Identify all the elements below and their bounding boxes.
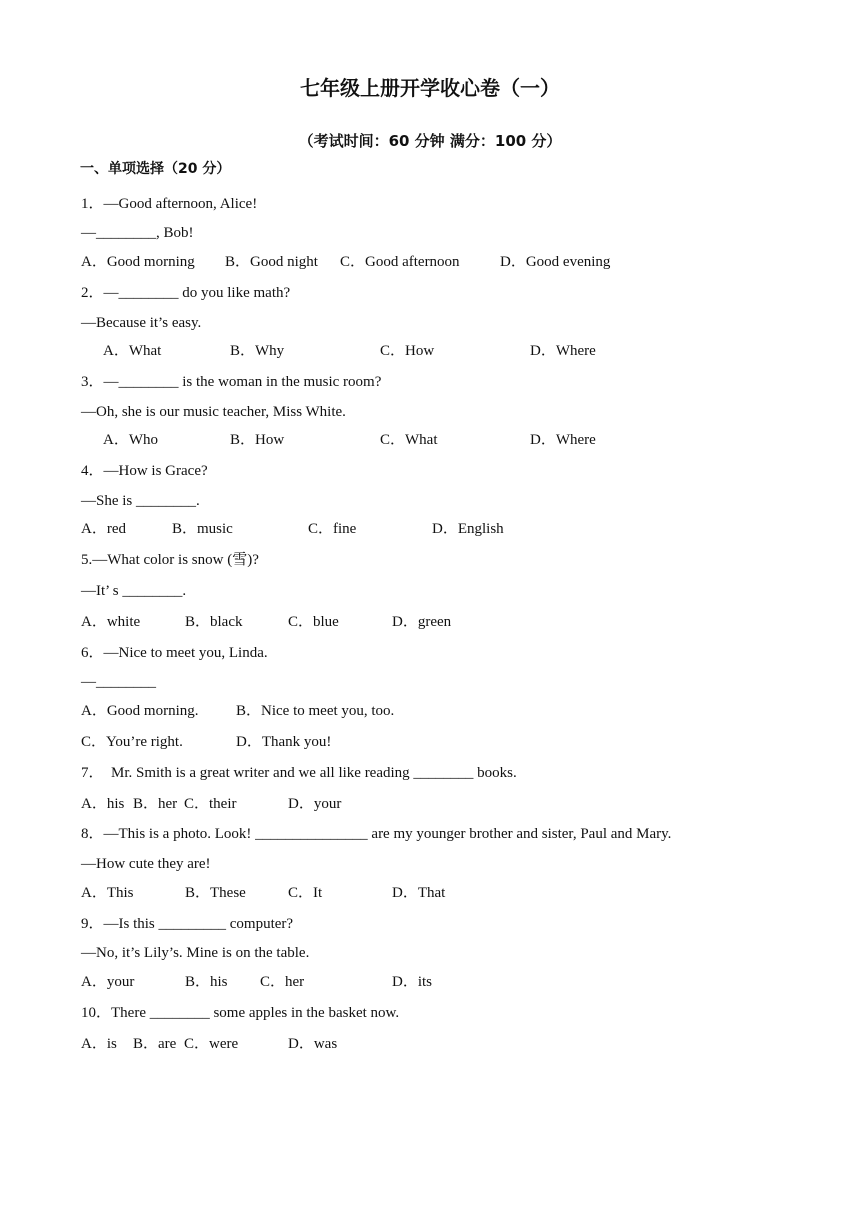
option-a: A．your bbox=[81, 974, 135, 990]
option-d: D．English bbox=[432, 521, 504, 537]
option-b: B．These bbox=[185, 885, 246, 901]
option-d: D．its bbox=[392, 974, 433, 990]
question-2-stem: 2．—________ do you like math? bbox=[81, 285, 291, 301]
option-c: C．You’re right. bbox=[81, 734, 183, 750]
question-9-reply: —No, it’s Lily’s. Mine is on the table. bbox=[81, 945, 310, 961]
question-6-options-row1 bbox=[81, 701, 781, 721]
option-d: D．was bbox=[288, 1036, 338, 1052]
question-4-options bbox=[81, 519, 781, 539]
option-a: A．Good morning bbox=[81, 254, 195, 270]
option-d: D．Good evening bbox=[500, 254, 611, 270]
option-c: C．fine bbox=[308, 521, 357, 537]
option-b: B．How bbox=[230, 432, 285, 448]
question-8-stem: 8．—This is a photo. Look! _______________ are my younger brother and sister, Paul and Mary. bbox=[81, 826, 672, 842]
question-4-reply: —She is ________. bbox=[81, 493, 200, 509]
page-title: 七年级上册开学收心卷（一） bbox=[300, 76, 560, 100]
question-3-options bbox=[81, 430, 781, 450]
question-7-stem: 7． Mr. Smith is a great writer and we all like reading ________ books. bbox=[81, 765, 517, 781]
question-5-options bbox=[81, 612, 781, 632]
option-a: A．is bbox=[81, 1036, 117, 1052]
question-5-reply: —It’ s ________. bbox=[81, 583, 187, 599]
option-b: B．his bbox=[185, 974, 228, 990]
exam-info: （考试时间：60 分钟 满分：100 分） bbox=[298, 132, 562, 150]
question-2-options bbox=[81, 341, 781, 361]
option-c: C．Good afternoon bbox=[340, 254, 460, 270]
option-b: B．black bbox=[185, 614, 243, 630]
question-5-stem: 5.—What color is snow (雪)? bbox=[81, 552, 259, 568]
option-b: B．are bbox=[133, 1036, 177, 1052]
option-d: D．Where bbox=[530, 343, 596, 359]
option-b: B．Good night bbox=[225, 254, 318, 270]
option-a: A．What bbox=[103, 343, 162, 359]
option-d: D．your bbox=[288, 796, 342, 812]
question-6-stem: 6．—Nice to meet you, Linda. bbox=[81, 645, 268, 661]
question-9-options bbox=[81, 972, 781, 992]
question-9-stem: 9．—Is this _________ computer? bbox=[81, 916, 294, 932]
option-d: D．Thank you! bbox=[236, 734, 332, 750]
option-a: A．Good morning. bbox=[81, 703, 199, 719]
option-c: C．her bbox=[260, 974, 305, 990]
option-b: B．Nice to meet you, too. bbox=[236, 703, 395, 719]
question-10-options bbox=[81, 1034, 781, 1054]
question-1-reply: —________, Bob! bbox=[81, 225, 194, 241]
option-b: B．music bbox=[172, 521, 233, 537]
question-3-reply: —Oh, she is our music teacher, Miss White. bbox=[81, 404, 346, 420]
option-c: C．What bbox=[380, 432, 438, 448]
question-1-options bbox=[81, 252, 781, 272]
option-c: C．It bbox=[288, 885, 323, 901]
option-d: D．That bbox=[392, 885, 446, 901]
option-a: A．Who bbox=[103, 432, 158, 448]
option-c: C．were bbox=[184, 1036, 239, 1052]
question-6-reply: —________ bbox=[81, 674, 156, 690]
option-a: A．red bbox=[81, 521, 126, 537]
question-8-options bbox=[81, 883, 781, 903]
option-a: A．his bbox=[81, 796, 125, 812]
question-8-reply: —How cute they are! bbox=[81, 856, 211, 872]
option-d: D．Where bbox=[530, 432, 596, 448]
question-2-reply: —Because it’s easy. bbox=[81, 315, 202, 331]
question-3-stem: 3．—________ is the woman in the music room? bbox=[81, 374, 382, 390]
option-a: A．This bbox=[81, 885, 134, 901]
question-4-stem: 4．—How is Grace? bbox=[81, 463, 208, 479]
section-heading: 一、单项选择（20 分） bbox=[80, 161, 231, 177]
option-c: C．How bbox=[380, 343, 435, 359]
option-c: C．their bbox=[184, 796, 237, 812]
option-c: C．blue bbox=[288, 614, 339, 630]
option-b: B．Why bbox=[230, 343, 285, 359]
option-a: A．white bbox=[81, 614, 141, 630]
option-d: D．green bbox=[392, 614, 452, 630]
question-1-stem: 1．—Good afternoon, Alice! bbox=[81, 196, 258, 212]
option-b: B．her bbox=[133, 796, 178, 812]
question-10-stem: 10．There ________ some apples in the basket now. bbox=[81, 1005, 400, 1021]
question-6-options-row2 bbox=[81, 732, 781, 752]
question-7-options bbox=[81, 794, 781, 814]
